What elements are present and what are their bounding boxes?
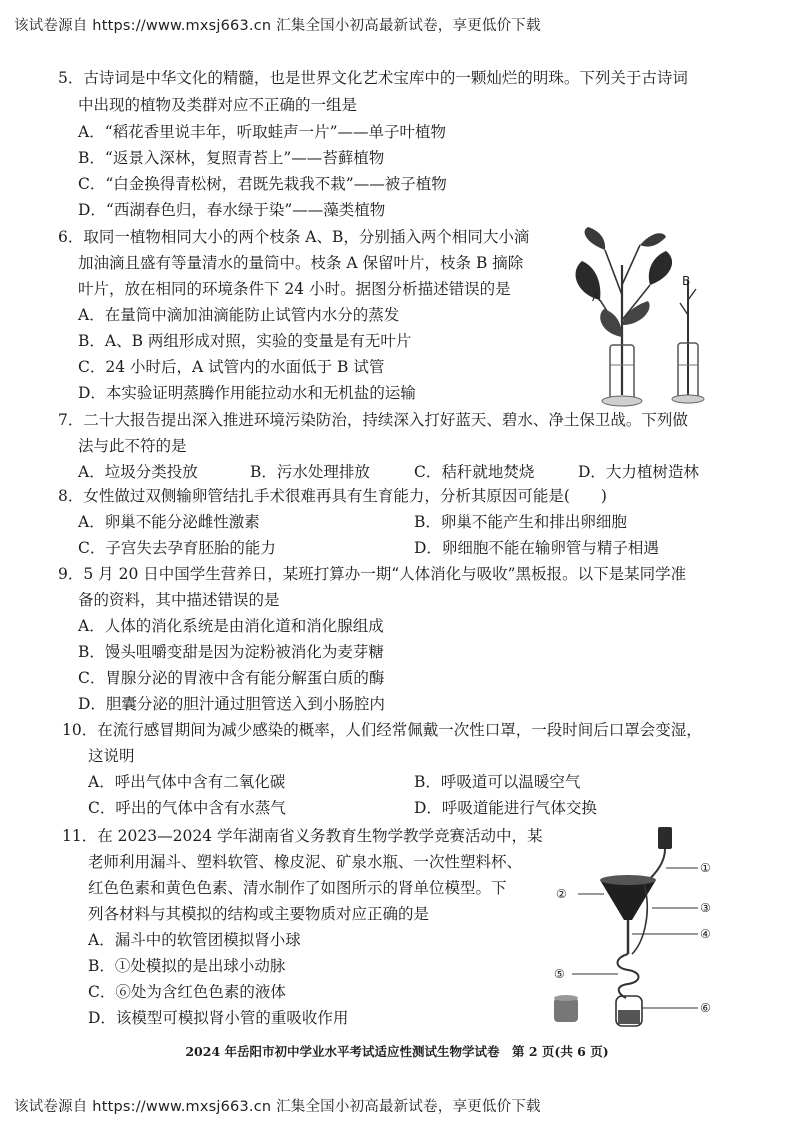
question-9-option-c: C．胃腺分泌的胃液中含有能分解蛋白质的酶 [78, 669, 385, 687]
question-9-option-a: A．人体的消化系统是由消化道和消化腺组成 [78, 617, 384, 635]
question-7-stem-line1: 7．二十大报告提出深入推进环境污染防治，持续深入打好蓝天、碧水、净土保卫战。下列做 [58, 411, 688, 429]
question-6-stem-line1: 6．取同一植物相同大小的两个枝条 A、B，分别插入两个相同大小滴 [58, 228, 530, 246]
question-5-option-b: B．“返景入深林，复照青苔上”——苔藓植物 [78, 149, 385, 167]
branch-b-illustration [672, 280, 704, 403]
question-8-option-a: A．卵巢不能分泌雌性激素 [78, 513, 260, 531]
question-7-option-b: B．污水处理排放 [250, 463, 370, 481]
question-8-option-b: B．卵巢不能产生和排出卵细胞 [414, 513, 627, 531]
question-8-option-d: D．卵细胞不能在输卵管与精子相遇 [414, 539, 659, 557]
question-10-stem-line1: 10．在流行感冒期间为减少感染的概率，人们经常佩戴一次性口罩，一段时间后口罩会变湿， [62, 721, 702, 739]
question-6-stem-line2: 加油滴且盛有等量清水的量筒中。枝条 A 保留叶片，枝条 B 摘除 [78, 254, 524, 272]
figure-label-5: ⑤ [554, 967, 565, 981]
question-7-stem-line2: 法与此不符的是 [78, 437, 187, 455]
transpiration-experiment-figure [560, 225, 730, 405]
question-9-stem-line2: 备的资料，其中描述错误的是 [78, 591, 280, 609]
watermark-top: 该试卷源自 https://www.mxsj663.cn 汇集全国小初高最新试卷，享更低价下载 [14, 18, 541, 34]
question-8-stem-line1: 8．女性做过双侧输卵管结扎手术很难再具有生育能力，分析其原因可能是( ) [58, 487, 607, 505]
question-6-option-d: D．本实验证明蒸腾作用能拉动水和无机盐的运输 [78, 384, 416, 402]
question-7-option-a: A．垃圾分类投放 [78, 463, 198, 481]
question-11-stem-line1: 11．在 2023—2024 学年湖南省义务教育生物学教学竞赛活动中，某 [62, 827, 543, 845]
question-6-stem-line3: 叶片，放在相同的环境条件下 24 小时。据图分析描述错误的是 [78, 280, 511, 298]
question-10-option-a: A．呼出气体中含有二氧化碳 [88, 773, 286, 791]
question-11-option-d: D．该模型可模拟肾小管的重吸收作用 [88, 1009, 349, 1027]
question-11-stem-line3: 红色色素和黄色色素、清水制作了如图所示的肾单位模型。下 [88, 879, 507, 897]
question-11-stem-line4: 列各材料与其模拟的结构或主要物质对应正确的是 [88, 905, 430, 923]
figure-label-4: ④ [700, 927, 711, 941]
question-6-option-b: B．A、B 两组形成对照，实验的变量是有无叶片 [78, 332, 412, 350]
figure-label-1: ① [700, 861, 711, 875]
question-5-option-d: D．“西湖春色归，春水绿于染”——藻类植物 [78, 201, 386, 219]
question-10-option-c: C．呼出的气体中含有水蒸气 [88, 799, 286, 817]
question-11-stem-line2: 老师利用漏斗、塑料软管、橡皮泥、矿泉水瓶、一次性塑料杯、 [88, 853, 523, 871]
question-5-option-c: C．“白金换得青松树，君既先栽我不栽”——被子植物 [78, 175, 447, 193]
page-footer: 2024 年岳阳市初中学业水平考试适应性测试生物学试卷 第 2 页(共 6 页) [185, 1044, 609, 1059]
question-9-option-b: B．馒头咀嚼变甜是因为淀粉被消化为麦芽糖 [78, 643, 384, 661]
question-8-option-c: C．子宫失去孕育胚胎的能力 [78, 539, 276, 557]
figure-label-2: ② [556, 887, 567, 901]
question-9-option-d: D．胆囊分泌的胆汁通过胆管送入到小肠腔内 [78, 695, 385, 713]
branch-a-illustration [576, 227, 673, 406]
question-11-option-a: A．漏斗中的软管团模拟肾小球 [88, 931, 301, 949]
question-11-option-b: B．①处模拟的是出球小动脉 [88, 957, 286, 975]
question-5-stem-line1: 5．古诗词是中华文化的精髓，也是世界文化艺术宝库中的一颗灿烂的明珠。下列关于古诗词 [58, 69, 688, 87]
watermark-bottom: 该试卷源自 https://www.mxsj663.cn 汇集全国小初高最新试卷，享更低价下载 [14, 1099, 541, 1115]
question-5-option-a: A．“稻花香里说丰年，听取蛙声一片”——单子叶植物 [78, 123, 447, 141]
question-10-stem-line2: 这说明 [88, 747, 135, 765]
question-11-option-c: C．⑥处为含红色色素的液体 [88, 983, 286, 1001]
question-5-stem-line2: 中出现的植物及类群对应不正确的一组是 [78, 96, 358, 114]
kidney-unit-model-figure [548, 822, 728, 1032]
figure-label-6: ⑥ [700, 1001, 711, 1015]
figure-label-3: ③ [700, 901, 711, 915]
question-6-option-c: C．24 小时后，A 试管内的水面低于 B 试管 [78, 358, 385, 376]
question-10-option-d: D．呼吸道能进行气体交换 [414, 799, 597, 817]
figure-label-a: A [592, 290, 601, 304]
figure-label-b: B [682, 274, 691, 288]
question-6-option-a: A．在量筒中滴加油滴能防止试管内水分的蒸发 [78, 306, 400, 324]
question-10-option-b: B．呼吸道可以温暖空气 [414, 773, 581, 791]
question-7-option-c: C．秸秆就地焚烧 [414, 463, 535, 481]
question-9-stem-line1: 9．5 月 20 日中国学生营养日，某班打算办一期“人体消化与吸收”黑板报。以下是某同学准 [58, 565, 687, 583]
question-7-option-d: D．大力植树造林 [578, 463, 699, 481]
